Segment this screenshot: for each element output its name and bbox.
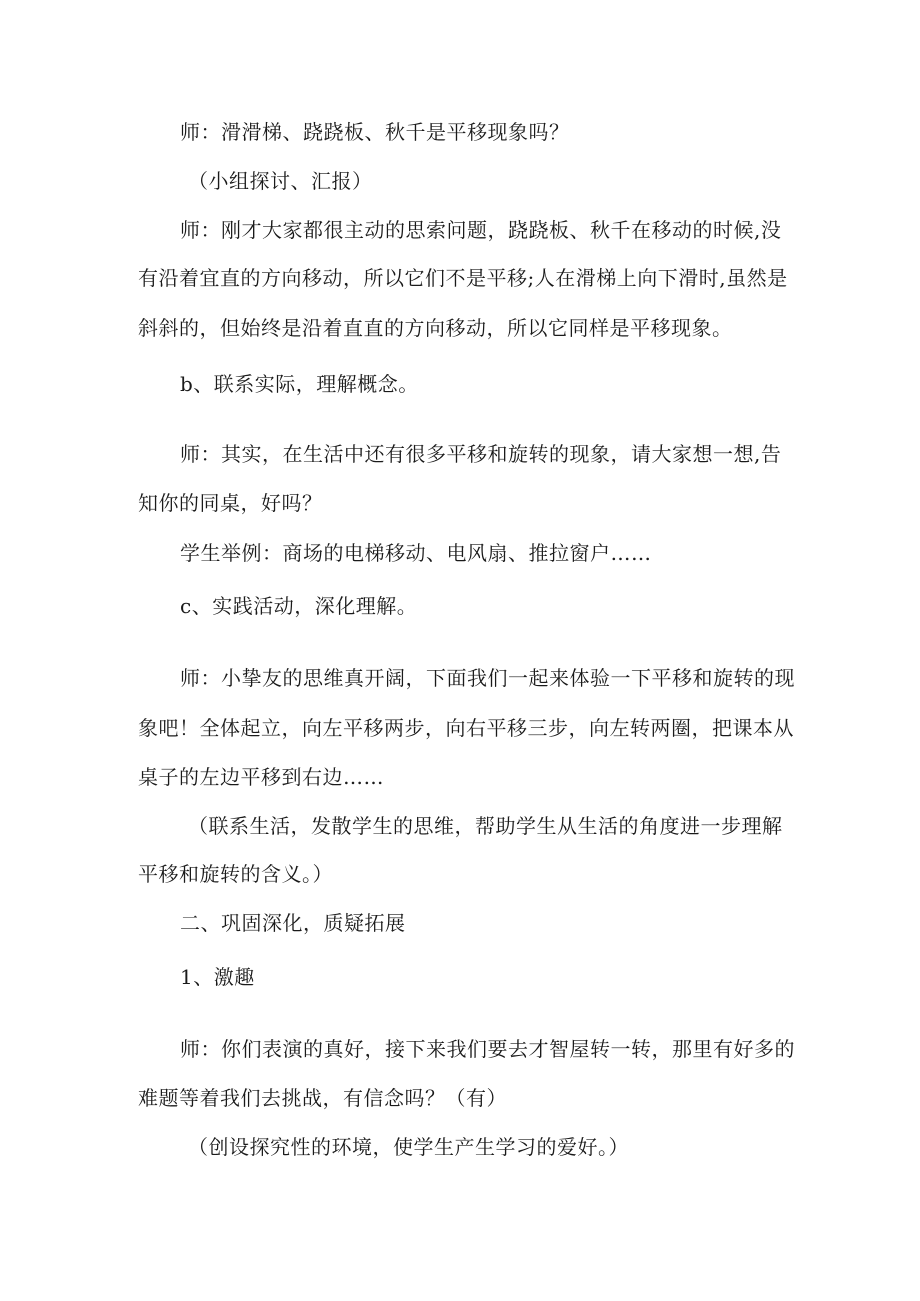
paragraph-1-line-1: 师：滑滑梯、跷跷板、秋千是平移现象吗？ xyxy=(180,120,570,144)
paragraph-3-line-3: 斜斜的，但始终是沿着直直的方向移动，所以它同样是平移现象。 xyxy=(138,316,733,340)
paragraph-2-line-1: （小组探讨、汇报） xyxy=(188,169,373,193)
paragraph-12-line-2: 难题等着我们去挑战，有信念吗？（有） xyxy=(138,1086,507,1110)
paragraph-5-line-1: 师：其实，在生活中还有很多平移和旋转的现象，请大家想一想,告 xyxy=(180,442,782,466)
paragraph-4-line-1: b、联系实际，理解概念。 xyxy=(180,372,419,396)
paragraph-3-line-2: 有沿着宜直的方向移动，所以它们不是平移;人在滑梯上向下滑时,虽然是 xyxy=(138,266,788,290)
subsection-heading-1: 1、激趣 xyxy=(180,965,255,989)
section-heading-2: 二、巩固深化，质疑拓展 xyxy=(180,911,406,935)
paragraph-3-line-1: 师：刚才大家都很主动的思索问题，跷跷板、秋千在移动的时候,没 xyxy=(180,218,782,242)
paragraph-9-line-2: 平移和旋转的含义。） xyxy=(138,862,333,886)
paragraph-5-line-2: 知你的同桌，好吗？ xyxy=(138,491,323,515)
paragraph-8-line-3: 桌子的左边平移到右边…… xyxy=(138,765,384,789)
paragraph-12-line-1: 师：你们表演的真好，接下来我们要去才智屋转一转，那里有好多的 xyxy=(180,1037,795,1061)
paragraph-13-line-1: （创设探究性的环境，使学生产生学习的爱好。） xyxy=(188,1135,629,1159)
paragraph-9-line-1: （联系生活，发散学生的思维，帮助学生从生活的角度进一步理解 xyxy=(188,814,783,838)
paragraph-8-line-2: 象吧！全体起立，向左平移两步，向右平移三步，向左转两圈，把课本从 xyxy=(138,716,794,740)
paragraph-6-line-1: 学生举例：商场的电梯移动、电风扇、推拉窗户…… xyxy=(180,541,652,565)
paragraph-8-line-1: 师：小挚友的思维真开阔，下面我们一起来体验一下平移和旋转的现 xyxy=(180,666,795,690)
paragraph-7-line-1: c、实践活动，深化理解。 xyxy=(180,594,418,618)
